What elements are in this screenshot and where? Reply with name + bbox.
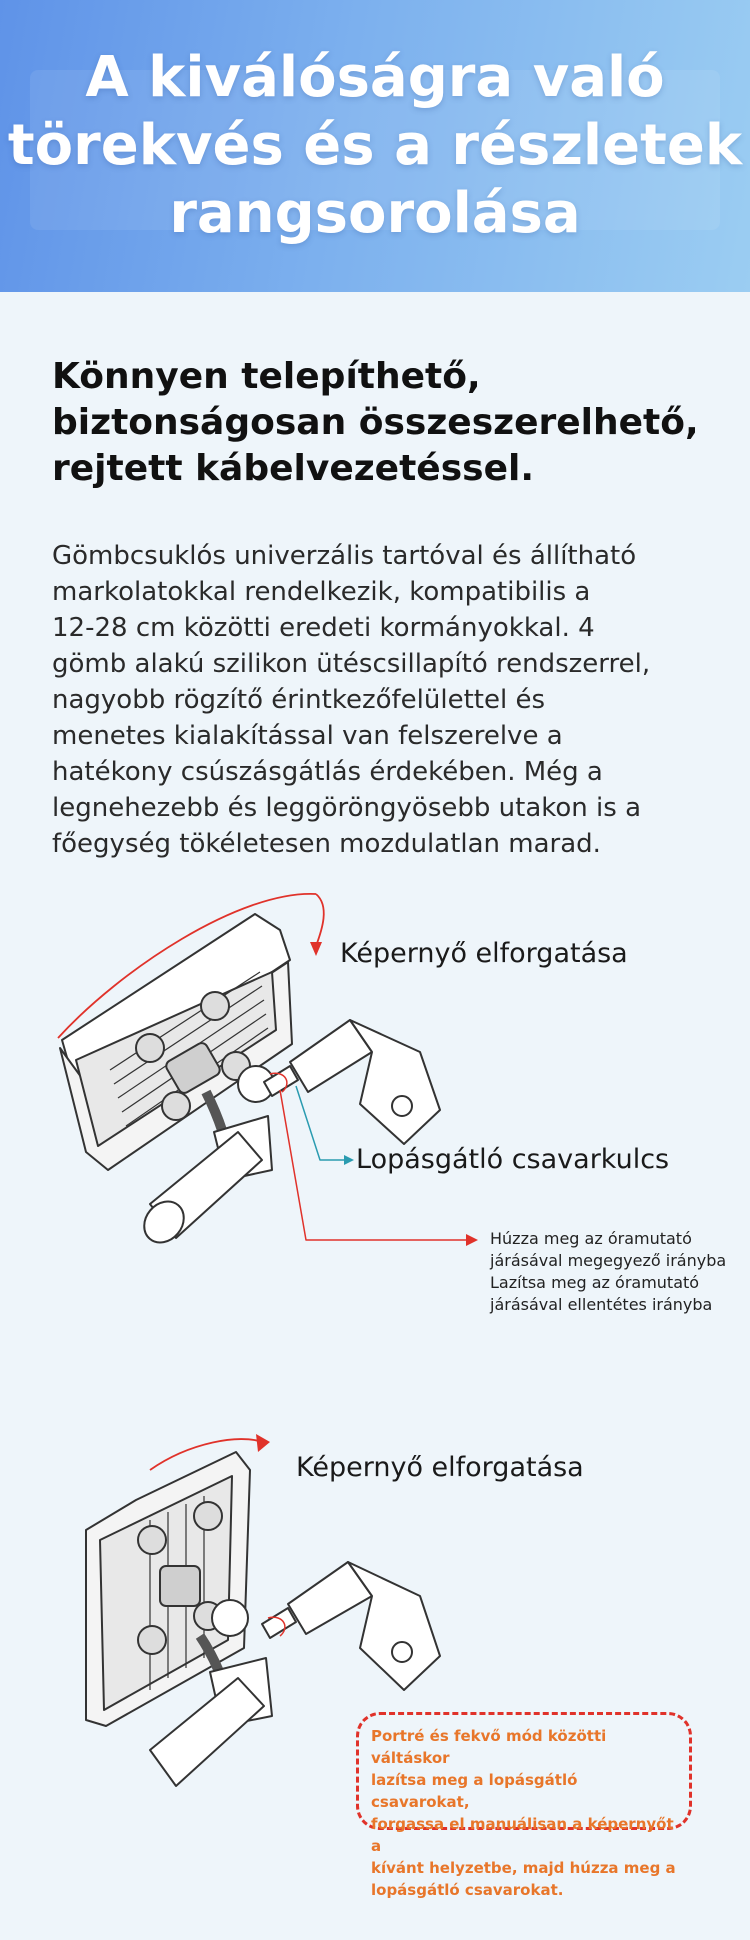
instruction-line: járásával megegyező irányba <box>490 1251 727 1270</box>
orientation-switch-note <box>356 1712 692 1899</box>
instruction-line: járásával ellentétes irányba <box>490 1295 713 1314</box>
body-line: hatékony csúszásgátlás érdekében. Még a <box>52 757 603 787</box>
instruction-line: Lazítsa meg az óramutató <box>490 1273 700 1292</box>
headline-line: rejtett kábelvezetéssel. <box>52 448 535 489</box>
headline-line: Könnyen telepíthető, <box>52 356 481 397</box>
rotate-screen-label: Képernyő elforgatása <box>296 1452 584 1483</box>
headline-line: biztonságosan összeszerelhető, <box>52 402 699 443</box>
banner-title-line: rangsorolása <box>169 181 581 246</box>
body-line: nagyobb rögzítő érintkezőfelülettel és <box>52 685 545 715</box>
body-line: legnehezebb és leggöröngyösebb utakon is a <box>52 793 641 823</box>
anti-theft-wrench-label: Lopásgátló csavarkulcs <box>356 1144 670 1175</box>
rotate-screen-label: Képernyő elforgatása <box>340 938 628 969</box>
body-line: 12-28 cm közötti eredeti kormányokkal. 4 <box>52 613 595 643</box>
body-line: markolatokkal rendelkezik, kompatibilis a <box>52 577 591 607</box>
instruction-line: Húzza meg az óramutató <box>490 1229 692 1248</box>
note-line: Portré és fekvő mód közötti váltáskor <box>371 1727 607 1767</box>
hero-banner <box>0 0 750 292</box>
note-line: kívánt helyzetbe, majd húzza meg a <box>371 1859 676 1877</box>
banner-title <box>0 44 750 248</box>
body-line: gömb alakú szilikon ütéscsillapító rendszerrel, <box>52 649 651 679</box>
body-line: menetes kialakítással van felszerelve a <box>52 721 563 751</box>
section-headline <box>52 354 732 492</box>
body-line: Gömbcsuklós univerzális tartóval és állítható <box>52 541 637 571</box>
note-line: lazítsa meg a lopásgátló csavarokat, <box>371 1771 578 1811</box>
banner-title-line: A kiválóságra való <box>85 45 665 110</box>
mount-diagram-landscape <box>0 870 750 1330</box>
note-line: forgassa el manuálisan a képernyőt a <box>371 1815 674 1855</box>
note-text <box>371 1725 679 1901</box>
description-paragraph <box>52 538 712 862</box>
tighten-loosen-instructions <box>490 1228 726 1316</box>
body-line: főegység tökéletesen mozdulatlan marad. <box>52 829 601 859</box>
banner-title-line: törekvés és a részletek <box>7 113 743 178</box>
note-line: lopásgátló csavarokat. <box>371 1881 564 1899</box>
